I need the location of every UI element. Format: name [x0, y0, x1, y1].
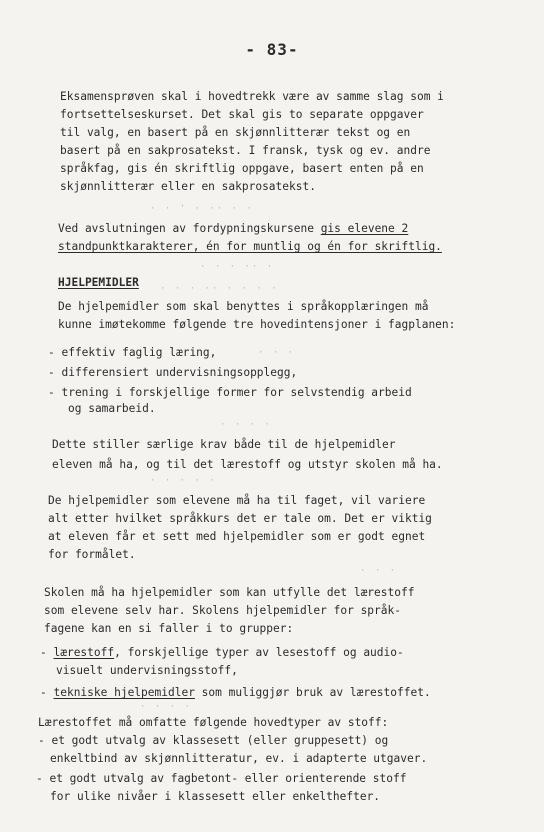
paragraph-line: alt etter hvilket språkkurs det er tale om. Det er viktig [48, 512, 432, 525]
group-rest: som muliggjør bruk av lærestoffet. [194, 686, 431, 699]
paragraph-line: som elevene selv har. Skolens hjelpemidler for språk- [44, 604, 401, 617]
paragraph-line: for formålet. [48, 548, 136, 561]
paragraph-line: Eksamensprøven skal i hovedtrekk være av samme slag som i [60, 90, 444, 103]
scan-noise: · · · ·· · · · · [160, 284, 279, 294]
bullet-item: - et godt utvalg av klassesett (eller gruppesett) og [38, 734, 389, 747]
paragraph-line: kunne imøtekomme følgende tre hovedintensjoner i fagplanen: [58, 318, 456, 331]
group-item [40, 646, 404, 660]
group-rest: visuelt undervisningsstoff, [56, 664, 238, 677]
scan-noise: · · · · [140, 702, 192, 712]
bullet-item: - et godt utvalg av fagbetont- eller orienterende stoff [36, 772, 407, 785]
paragraph-line: Lærestoffet må omfatte følgende hovedtyper av stoff: [38, 716, 389, 729]
bullet-item: - effektiv faglig læring, [48, 346, 217, 359]
page-number: - 83- [245, 40, 299, 59]
bullet-item: - differensiert undervisningsopplegg, [48, 366, 298, 379]
underlined-text: gis elevene 2 [320, 222, 409, 235]
paragraph-line: De hjelpemidler som skal benyttes i språkopplæringen må [58, 300, 429, 313]
group-term: lærestoff [53, 646, 115, 659]
group-item [40, 686, 431, 700]
group-term: tekniske hjelpemidler [53, 686, 195, 699]
paragraph-line: skjønnlitterær eller en sakprosatekst. [60, 180, 316, 193]
scan-noise: · · · ·· · [200, 262, 275, 272]
dash: - [40, 686, 54, 699]
group-item [56, 664, 238, 678]
paragraph-line: basert på en sakprosatekst. I fransk, tysk og ev. andre [60, 144, 431, 157]
dash: - [40, 646, 54, 659]
text-span: Ved avslutningen av fordypningskursene [58, 222, 321, 235]
underlined-text: standpunktkarakterer, én for muntlig og én for skriftlig. [58, 240, 442, 253]
paragraph-line: eleven må ha, og til det lærestoff og utstyr skolen må ha. [52, 458, 443, 471]
scan-noise: · · ' · ·· · · [150, 204, 254, 214]
paragraph-line: fagene kan en si faller i to grupper: [44, 622, 294, 635]
paragraph-line: til valg, en basert på en skjønnlitterær tekst og en [60, 126, 411, 139]
paragraph-line: språkfag, gis én skriftlig oppgave, basert enten på en [60, 162, 424, 175]
paragraph-line: Skolen må ha hjelpemidler som kan utfylle det lærestoff [44, 586, 415, 599]
section-heading: HJELPEMIDLER [58, 276, 139, 289]
scan-noise: · · · · [220, 420, 272, 430]
group-rest: , forskjellige typer av lesestoff og audio- [114, 646, 404, 659]
paragraph-line [58, 222, 408, 236]
scan-noise: · · · [258, 348, 296, 358]
bullet-continuation: og samarbeid. [68, 402, 156, 415]
paragraph-line: Dette stiller særlige krav både til de hjelpemidler [52, 438, 396, 451]
bullet-continuation: enkeltbind av skjønnlitteratur, ev. i adapterte utgaver. [50, 752, 428, 765]
paragraph-line: fortsettelseskurset. Det skal gis to separate oppgaver [60, 108, 424, 121]
bullet-item: - trening i forskjellige former for selvstendig arbeid [48, 386, 412, 399]
paragraph-line: at eleven får et sett med hjelpemidler som er godt egnet [48, 530, 426, 543]
scan-noise: · · · · · [150, 476, 217, 486]
paragraph-line: De hjelpemidler som elevene må ha til faget, vil variere [48, 494, 426, 507]
bullet-continuation: for ulike nivåer i klassesett eller enkelthefter. [50, 790, 381, 803]
scan-noise: · · · [360, 566, 398, 576]
